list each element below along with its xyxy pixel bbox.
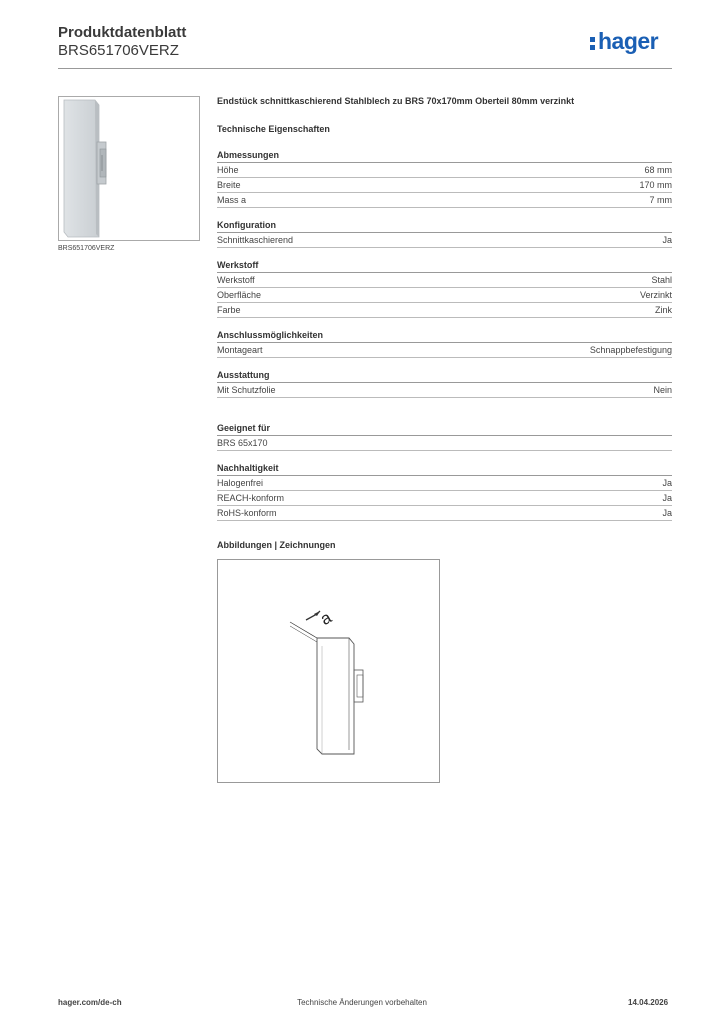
figures-heading: Abbildungen | Zeichnungen (217, 540, 336, 550)
property-label: Oberfläche (217, 290, 262, 300)
section-werkstoff (217, 259, 672, 318)
property-row (217, 303, 672, 318)
property-row (217, 476, 672, 491)
property-label: Montageart (217, 345, 263, 355)
property-label: Halogenfrei (217, 478, 264, 488)
spacer (217, 358, 672, 369)
product-description: Endstück schnittkaschierend Stahlblech zu BRS 70x170mm Oberteil 80mm verzinkt (217, 96, 575, 106)
footer-date: 14.04.2026 (628, 998, 669, 1007)
logo-colon-mark (590, 33, 596, 49)
property-label: Höhe (217, 165, 239, 175)
section-abmessungen (217, 149, 672, 208)
property-row (217, 506, 672, 521)
spacer (217, 318, 672, 329)
technical-drawing (217, 559, 440, 783)
section-title: Anschlussmöglichkeiten (217, 329, 672, 343)
property-value: Verzinkt (639, 290, 672, 300)
property-value: Ja (662, 235, 672, 245)
product-image (58, 96, 200, 241)
hager-logo[interactable] (590, 28, 658, 55)
property-value: Schnappbefestigung (589, 345, 672, 355)
properties-column (217, 96, 672, 521)
section-ausstattung (217, 369, 672, 398)
section-geeignet (217, 422, 672, 451)
dimension-drawing (218, 560, 439, 782)
spacer (217, 248, 672, 259)
property-row (217, 178, 672, 193)
section-title: Geeignet für (217, 422, 672, 436)
property-label: Mit Schutzfolie (217, 385, 276, 395)
end-piece-photo (59, 97, 199, 240)
property-label: Schnittkaschierend (217, 235, 294, 245)
section-title: Werkstoff (217, 259, 672, 273)
header-divider (58, 68, 672, 69)
property-row (217, 163, 672, 178)
section-anschluss (217, 329, 672, 358)
property-label: Werkstoff (217, 275, 255, 285)
property-label: RoHS-konform (217, 508, 277, 518)
section-title: Ausstattung (217, 369, 672, 383)
product-code: BRS651706VERZ (58, 42, 179, 59)
footer-website[interactable]: hager.com/de-ch (58, 998, 122, 1007)
property-value: Nein (653, 385, 672, 395)
property-value: Stahl (651, 275, 672, 285)
dimension-label-a: a (317, 607, 335, 629)
property-label: Farbe (217, 305, 241, 315)
property-row (217, 383, 672, 398)
property-label: REACH-konform (217, 493, 285, 503)
property-value: Ja (662, 493, 672, 503)
property-row (217, 273, 672, 288)
page-title: Produktdatenblatt (58, 24, 187, 41)
property-row (217, 288, 672, 303)
property-value: Ja (662, 478, 672, 488)
property-label: BRS 65x170 (217, 438, 268, 448)
property-row (217, 193, 672, 208)
property-value: Zink (654, 305, 672, 315)
property-value: 170 mm (639, 180, 672, 190)
property-value: 7 mm (649, 195, 672, 205)
property-row (217, 343, 672, 358)
section-title: Abmessungen (217, 149, 672, 163)
spacer (217, 208, 672, 219)
property-label: Breite (217, 180, 241, 190)
property-value: 68 mm (644, 165, 672, 175)
property-row (217, 233, 672, 248)
section-nachhaltigkeit (217, 462, 672, 521)
section-title: Nachhaltigkeit (217, 462, 672, 476)
property-label: Mass a (217, 195, 247, 205)
product-image-caption: BRS651706VERZ (58, 245, 115, 252)
logo-text: hager (598, 28, 659, 54)
property-value: Ja (662, 508, 672, 518)
property-row (217, 436, 672, 451)
tech-properties-heading: Technische Eigenschaften (217, 124, 330, 134)
section-konfiguration (217, 219, 672, 248)
spacer (217, 398, 672, 422)
footer-notice: Technische Änderungen vorbehalten (297, 998, 427, 1007)
property-row (217, 491, 672, 506)
spacer (217, 451, 672, 462)
section-title: Konfiguration (217, 219, 672, 233)
